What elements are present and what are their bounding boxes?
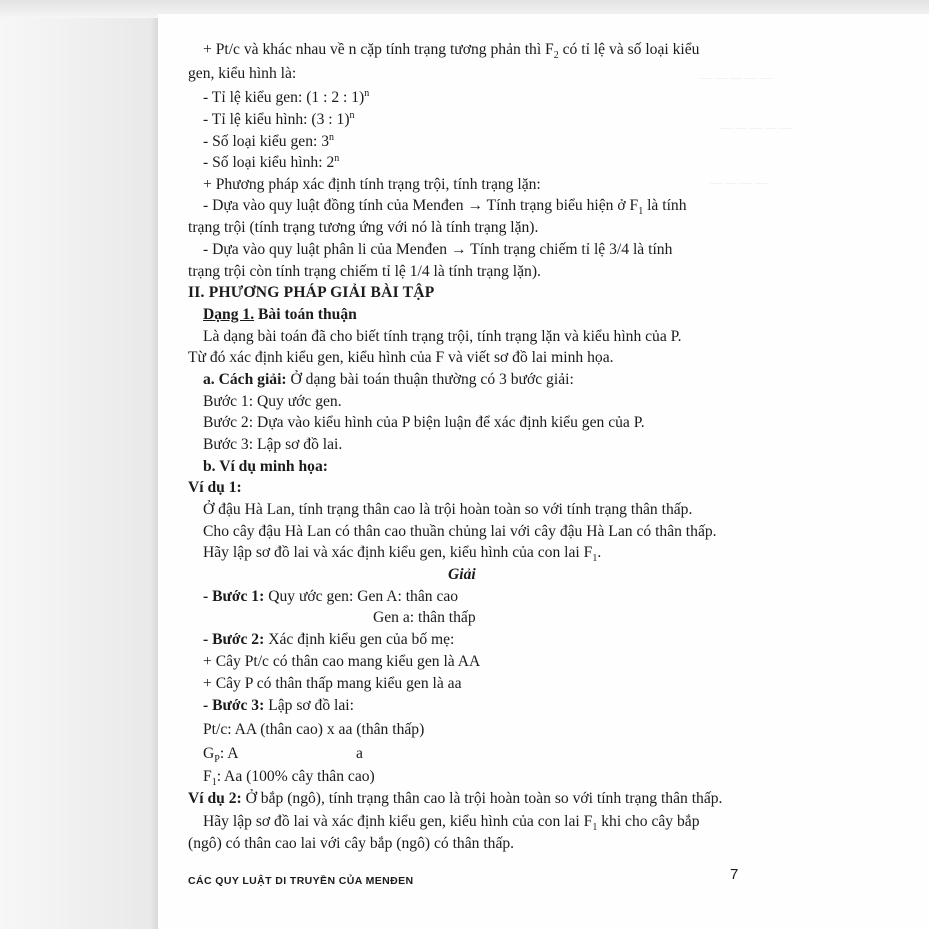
cross-gametes: $G_P$: A bbox=[203, 745, 239, 766]
text-line: - Tỉ lệ kiểu gen: (1 : 2 : 1)$^n$ bbox=[203, 87, 370, 106]
text-line: a. Cách giải: Ở dạng bài toán thuận thường có 3 bước giải: bbox=[203, 371, 574, 388]
text-line: Bước 2: Dựa vào kiểu hình của P biện luận để xác định kiểu gen của P. bbox=[203, 414, 645, 431]
bleed-through: — — — — — bbox=[700, 70, 772, 84]
running-footer: CÁC QUY LUẬT DI TRUYỀN CỦA MENĐEN bbox=[188, 875, 414, 887]
cross-gamete-a: a bbox=[356, 745, 363, 762]
page-number: 7 bbox=[730, 866, 739, 883]
text-line: gen, kiểu hình là: bbox=[188, 65, 297, 82]
text-line: + Phương pháp xác định tính trạng trội, tính trạng lặn: bbox=[203, 176, 541, 193]
text-line: - Bước 3: Lập sơ đồ lai: bbox=[203, 697, 354, 714]
text-line: - Số loại kiểu gen: 3$^n$ bbox=[203, 131, 335, 150]
text-line: trạng trội còn tính trạng chiếm tỉ lệ 1/4 là tính trạng lặn). bbox=[188, 263, 541, 280]
example-label: Ví dụ 1: bbox=[188, 479, 242, 496]
bleed-through: — — — — bbox=[710, 175, 767, 189]
text-line: Gen a: thân thấp bbox=[373, 609, 476, 626]
solution-title: Giải bbox=[448, 566, 476, 583]
text-line: + Pt/c và khác nhau về n cặp tính trạng tương phản thì $F_2$ có tỉ lệ và số loại kiểu bbox=[203, 41, 700, 62]
bleed-through: — — — — — bbox=[720, 120, 792, 134]
page-gutter-shadow bbox=[0, 0, 158, 929]
text-line: + Cây Pt/c có thân cao mang kiểu gen là AA bbox=[203, 653, 481, 670]
cross-parents: Pt/c: AA (thân cao) x aa (thân thấp) bbox=[203, 721, 425, 738]
text-line: Hãy lập sơ đồ lai và xác định kiểu gen, kiểu hình của con lai $F_1$ khi cho cây bắp bbox=[203, 813, 700, 834]
text-line: Là dạng bài toán đã cho biết tính trạng trội, tính trạng lặn và kiểu hình của P. bbox=[203, 328, 682, 345]
text-line: b. Ví dụ minh họa: bbox=[203, 458, 328, 475]
text-line: Ở đậu Hà Lan, tính trạng thân cao là trội hoàn toàn so với tính trạng thân thấp. bbox=[203, 501, 693, 518]
text-line: - Dựa vào quy luật đồng tính của Menđen → Tính trạng biểu hiện ở $F_1$ là tính bbox=[203, 197, 687, 218]
text-line: - Dựa vào quy luật phân li của Menđen → Tính trạng chiếm tỉ lệ 3/4 là tính bbox=[203, 241, 673, 258]
text-line: - Bước 1: Quy ước gen: Gen A: thân cao bbox=[203, 588, 459, 605]
text-line: Từ đó xác định kiểu gen, kiểu hình của F và viết sơ đồ lai minh họa. bbox=[188, 349, 614, 366]
text-line: Bước 3: Lập sơ đồ lai. bbox=[203, 436, 343, 453]
text-line: Bước 1: Quy ước gen. bbox=[203, 393, 342, 410]
text-line: Ví dụ 2: Ở bắp (ngô), tính trạng thân cao là trội hoàn toàn so với tính trạng thân thấp. bbox=[188, 790, 723, 807]
cross-offspring: $F_1$: Aa (100% cây thân cao) bbox=[203, 768, 375, 789]
section-heading: II. PHƯƠNG PHÁP GIẢI BÀI TẬP bbox=[188, 284, 435, 301]
text-line: - Số loại kiểu hình: 2$^n$ bbox=[203, 152, 340, 171]
text-line: Cho cây đậu Hà Lan có thân cao thuần chủng lai với cây đậu Hà Lan có thân thấp. bbox=[203, 523, 717, 540]
text-line: (ngô) có thân cao lai với cây bắp (ngô) có thân thấp. bbox=[188, 835, 515, 852]
text-line: - Bước 2: Xác định kiểu gen của bố mẹ: bbox=[203, 631, 455, 648]
text-line: trạng trội (tính trạng tương ứng với nó là tính trạng lặn). bbox=[188, 219, 539, 236]
text-line: - Tỉ lệ kiểu hình: (3 : 1)$^n$ bbox=[203, 109, 355, 128]
text-line: + Cây P có thân thấp mang kiểu gen là aa bbox=[203, 675, 462, 692]
text-line: Hãy lập sơ đồ lai và xác định kiểu gen, kiểu hình của con lai $F_1$. bbox=[203, 544, 602, 565]
subsection-title: Dạng 1. Bài toán thuận bbox=[203, 306, 357, 323]
